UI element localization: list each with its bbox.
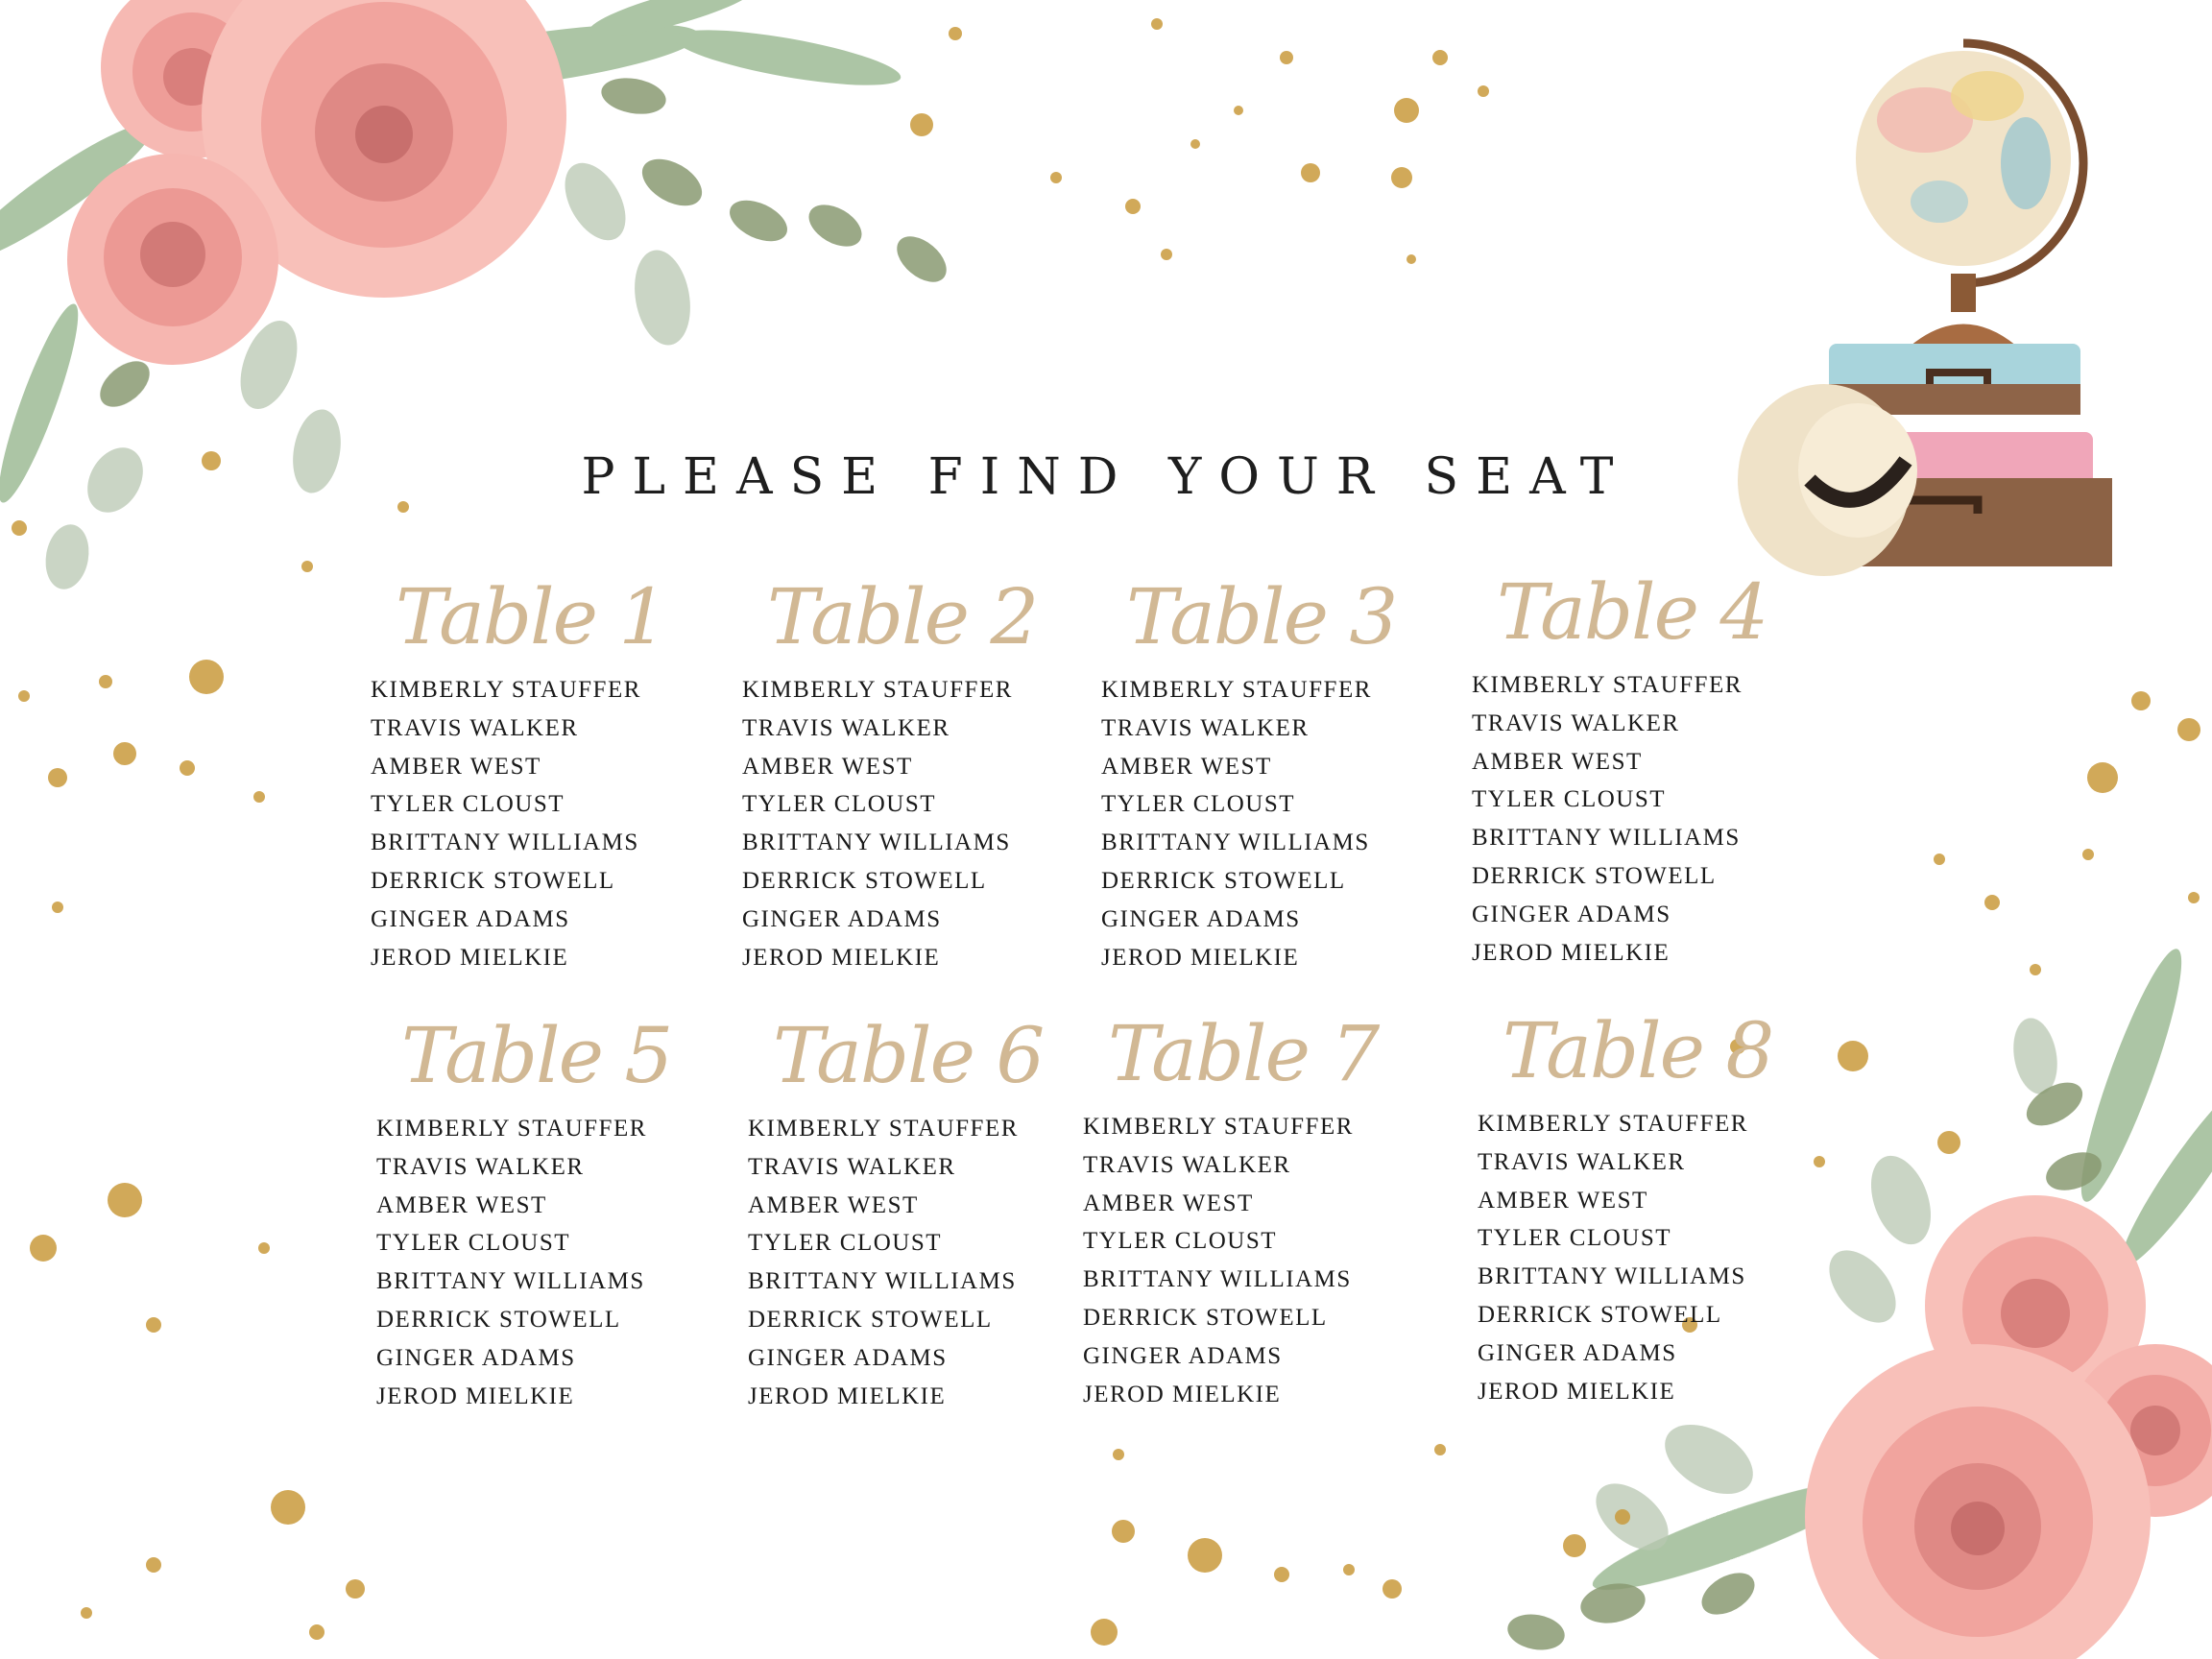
- guest-list: [1083, 1108, 1371, 1413]
- guest-list: [1478, 1105, 1766, 1410]
- guest-name: DERRICK STOWELL: [1478, 1301, 1722, 1328]
- guest-name: BRITTANY WILLIAMS: [1472, 825, 1741, 852]
- table-7: [1083, 1008, 1379, 1413]
- table-4: [1472, 566, 1767, 972]
- guest-list: [376, 1110, 664, 1415]
- guest-name: TRAVIS WALKER: [1478, 1148, 1686, 1175]
- guest-name: BRITTANY WILLIAMS: [371, 830, 639, 856]
- table-heading: Table 2: [767, 572, 1038, 661]
- table-heading: Table 5: [401, 1011, 672, 1100]
- guest-name: DERRICK STOWELL: [371, 867, 615, 894]
- table-heading: Table 8: [1503, 1006, 1773, 1095]
- table-heading: Table 4: [1497, 567, 1767, 657]
- guest-name: BRITTANY WILLIAMS: [742, 830, 1011, 856]
- guest-name: DERRICK STOWELL: [1083, 1304, 1328, 1331]
- guest-name: JEROD MIELKIE: [1083, 1381, 1282, 1407]
- guest-name: TRAVIS WALKER: [376, 1153, 585, 1180]
- guest-name: AMBER WEST: [742, 753, 913, 780]
- guest-name: GINGER ADAMS: [742, 905, 942, 932]
- guest-name: KIMBERLY STAUFFER: [1472, 672, 1743, 698]
- guest-name: BRITTANY WILLIAMS: [1478, 1263, 1746, 1290]
- guest-name: TRAVIS WALKER: [1083, 1151, 1291, 1178]
- guest-name: JEROD MIELKIE: [1101, 944, 1300, 971]
- page-title: PLEASE FIND YOUR SEAT: [581, 447, 1631, 506]
- guest-name: TRAVIS WALKER: [742, 714, 950, 741]
- guest-name: DERRICK STOWELL: [742, 867, 987, 894]
- guest-name: BRITTANY WILLIAMS: [748, 1268, 1017, 1295]
- guest-list: [748, 1110, 1036, 1415]
- table-heading: Table 7: [1108, 1009, 1379, 1098]
- table-heading: Table 3: [1126, 572, 1397, 661]
- guest-name: TYLER CLOUST: [376, 1230, 571, 1257]
- table-3: [1101, 571, 1397, 976]
- guest-name: TRAVIS WALKER: [371, 714, 579, 741]
- guest-name: BRITTANY WILLIAMS: [376, 1268, 645, 1295]
- guest-name: AMBER WEST: [376, 1191, 547, 1218]
- table-heading: Table 1: [396, 572, 666, 661]
- guest-name: TYLER CLOUST: [742, 791, 937, 818]
- guest-name: KIMBERLY STAUFFER: [376, 1116, 647, 1142]
- guest-name: AMBER WEST: [1101, 753, 1272, 780]
- guest-name: DERRICK STOWELL: [1101, 867, 1346, 894]
- table-6: [748, 1010, 1044, 1415]
- guest-name: DERRICK STOWELL: [1472, 862, 1717, 889]
- guest-name: GINGER ADAMS: [1101, 905, 1301, 932]
- guest-name: JEROD MIELKIE: [376, 1382, 575, 1409]
- guest-name: KIMBERLY STAUFFER: [1101, 677, 1372, 703]
- table-5: [376, 1010, 672, 1415]
- guest-name: TYLER CLOUST: [1083, 1228, 1278, 1255]
- guest-list: [371, 671, 659, 976]
- guest-list: [742, 671, 1030, 976]
- guest-list: [1472, 666, 1760, 972]
- guest-name: TYLER CLOUST: [1478, 1225, 1672, 1252]
- guest-name: DERRICK STOWELL: [748, 1306, 993, 1333]
- guest-name: GINGER ADAMS: [371, 905, 570, 932]
- guest-name: DERRICK STOWELL: [376, 1306, 621, 1333]
- guest-name: JEROD MIELKIE: [1472, 939, 1671, 966]
- guest-name: AMBER WEST: [1472, 748, 1643, 775]
- guest-name: JEROD MIELKIE: [742, 944, 941, 971]
- table-1: [371, 571, 666, 976]
- guest-name: GINGER ADAMS: [1472, 901, 1671, 927]
- guest-name: TYLER CLOUST: [371, 791, 565, 818]
- guest-name: KIMBERLY STAUFFER: [742, 677, 1013, 703]
- guest-name: JEROD MIELKIE: [371, 944, 569, 971]
- table-heading: Table 6: [773, 1011, 1044, 1100]
- guest-name: GINGER ADAMS: [1478, 1339, 1677, 1366]
- guest-name: TRAVIS WALKER: [1472, 709, 1680, 736]
- guest-name: TYLER CLOUST: [1472, 786, 1667, 813]
- guest-name: AMBER WEST: [1083, 1190, 1254, 1216]
- guest-name: BRITTANY WILLIAMS: [1101, 830, 1370, 856]
- guest-name: TYLER CLOUST: [1101, 791, 1296, 818]
- guest-name: KIMBERLY STAUFFER: [1478, 1111, 1748, 1137]
- guest-name: GINGER ADAMS: [376, 1344, 576, 1371]
- guest-name: KIMBERLY STAUFFER: [748, 1116, 1019, 1142]
- guest-name: KIMBERLY STAUFFER: [1083, 1114, 1354, 1140]
- guest-name: TRAVIS WALKER: [1101, 714, 1310, 741]
- guest-name: AMBER WEST: [748, 1191, 919, 1218]
- guest-name: AMBER WEST: [1478, 1187, 1648, 1214]
- guest-name: AMBER WEST: [371, 753, 541, 780]
- table-2: [742, 571, 1038, 976]
- guest-name: BRITTANY WILLIAMS: [1083, 1266, 1352, 1293]
- guest-name: JEROD MIELKIE: [1478, 1378, 1676, 1405]
- guest-name: KIMBERLY STAUFFER: [371, 677, 641, 703]
- guest-name: GINGER ADAMS: [1083, 1342, 1283, 1369]
- guest-name: TYLER CLOUST: [748, 1230, 943, 1257]
- guest-name: TRAVIS WALKER: [748, 1153, 956, 1180]
- guest-name: JEROD MIELKIE: [748, 1382, 947, 1409]
- guest-list: [1101, 671, 1389, 976]
- guest-name: GINGER ADAMS: [748, 1344, 948, 1371]
- table-8: [1478, 1005, 1773, 1410]
